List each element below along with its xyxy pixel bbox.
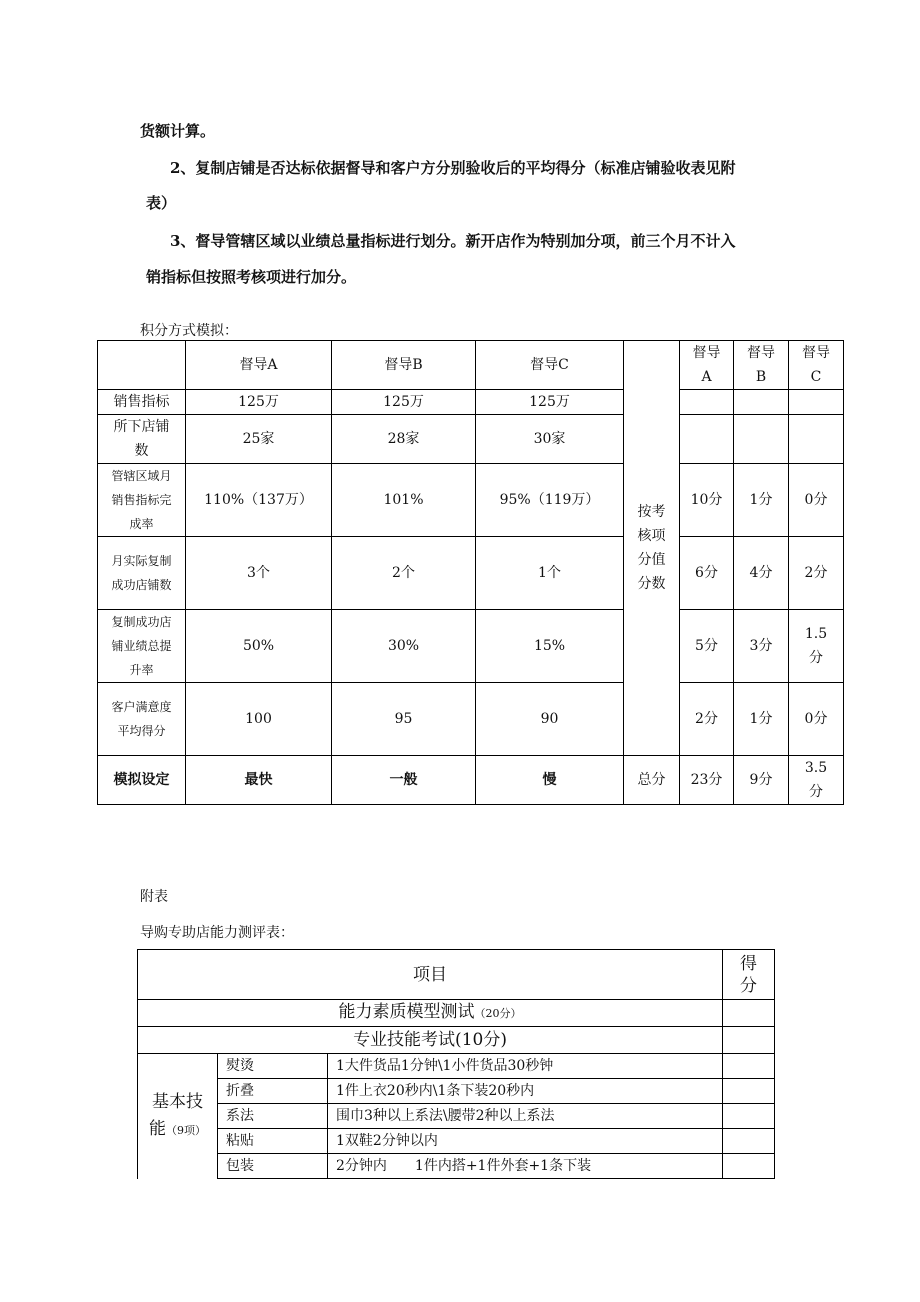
score-c: 1.5分 (789, 610, 844, 683)
score-cell (723, 1027, 775, 1054)
appendix-title: 附表 (140, 889, 168, 905)
cell-a: 最快 (186, 756, 332, 805)
paragraph-line-2: 2、复制店铺是否达标依据督导和客户方分别验收后的平均得分（标准店铺验收表见附 (170, 159, 736, 177)
score-a: 2分 (680, 683, 734, 756)
cell-c: 125万 (476, 390, 624, 415)
cell-b: 2个 (332, 537, 476, 610)
cell-b: 28家 (332, 415, 476, 464)
score-a: 6分 (680, 537, 734, 610)
header-item: 项目 (138, 950, 723, 1000)
cell-b: 95 (332, 683, 476, 756)
score-a: 10分 (680, 464, 734, 537)
item-name: 包装 (218, 1154, 328, 1179)
row-label: 复制成功店铺业绩总提升率 (98, 610, 186, 683)
cell-b: 一般 (332, 756, 476, 805)
score-b (734, 390, 789, 415)
item-name: 粘贴 (218, 1129, 328, 1154)
header-score-c: 督导C (789, 341, 844, 390)
item-desc: 2分钟内 1件内搭+1件外套+1条下装 (328, 1154, 723, 1179)
score-c: 0分 (789, 683, 844, 756)
item-name: 熨烫 (218, 1054, 328, 1079)
cell-a: 110%（137万） (186, 464, 332, 537)
header-empty (98, 341, 186, 390)
header-supervisor-a: 督导A (186, 341, 332, 390)
total-score-a: 23分 (680, 756, 734, 805)
score-b (734, 415, 789, 464)
section-ability-note: （20分） (474, 1007, 522, 1020)
item-name: 折叠 (218, 1079, 328, 1104)
cell-a: 125万 (186, 390, 332, 415)
section-ability-title: 能力素质模型测试 (338, 1002, 475, 1022)
score-a: 5分 (680, 610, 734, 683)
group-note: （9项） (166, 1123, 206, 1137)
cell-b: 30% (332, 610, 476, 683)
cell-b: 101% (332, 464, 476, 537)
header-supervisor-b: 督导B (332, 341, 476, 390)
row-label: 模拟设定 (98, 756, 186, 805)
shop-assistant-evaluation-table (137, 949, 775, 1179)
score-cell (723, 1000, 775, 1027)
cell-a: 100 (186, 683, 332, 756)
header-score-a: 督导A (680, 341, 734, 390)
score-a (680, 415, 734, 464)
header-score: 得分 (723, 950, 775, 1000)
paragraph-line-4: 3、督导管辖区域以业绩总量指标进行划分。新开店作为特别加分项，前三个月不计入 (170, 232, 736, 250)
group-label: 基本技能 (149, 1091, 203, 1139)
score-c: 0分 (789, 464, 844, 537)
item-desc: 围巾3种以上系法\腰带2种以上系法 (328, 1104, 723, 1129)
header-score-b: 督导B (734, 341, 789, 390)
section-skill-exam: 专业技能考试(10分) (138, 1027, 723, 1054)
item-desc: 1件上衣20秒内\1条下装20秒内 (328, 1079, 723, 1104)
score-b: 4分 (734, 537, 789, 610)
paragraph-line-5: 销指标但按照考核项进行加分。 (146, 268, 357, 286)
total-label: 总分 (624, 756, 680, 805)
score-cell (723, 1129, 775, 1154)
score-c: 2分 (789, 537, 844, 610)
cell-a: 25家 (186, 415, 332, 464)
total-score-c: 3.5分 (789, 756, 844, 805)
cell-c: 15% (476, 610, 624, 683)
cell-c: 1个 (476, 537, 624, 610)
table1-caption: 积分方式模拟： (140, 323, 238, 339)
row-label: 客户满意度平均得分 (98, 683, 186, 756)
cell-a: 50% (186, 610, 332, 683)
score-b: 1分 (734, 683, 789, 756)
header-supervisor-c: 督导C (476, 341, 624, 390)
score-c (789, 390, 844, 415)
group-basic-skills (138, 1054, 218, 1179)
cell-a: 3个 (186, 537, 332, 610)
score-cell (723, 1054, 775, 1079)
paragraph-line-1: 货额计算。 (140, 122, 216, 140)
total-score-b: 9分 (734, 756, 789, 805)
row-label: 月实际复制成功店铺数 (98, 537, 186, 610)
section-ability-test (138, 1000, 723, 1027)
score-b: 3分 (734, 610, 789, 683)
score-b: 1分 (734, 464, 789, 537)
score-cell (723, 1079, 775, 1104)
cell-b: 125万 (332, 390, 476, 415)
row-label: 销售指标 (98, 390, 186, 415)
item-desc: 1大件货品1分钟\1小件货品30秒钟 (328, 1054, 723, 1079)
merged-score-label: 按考核项分值分数 (624, 341, 680, 756)
cell-c: 慢 (476, 756, 624, 805)
row-label: 管辖区域月销售指标完成率 (98, 464, 186, 537)
score-a (680, 390, 734, 415)
cell-c: 30家 (476, 415, 624, 464)
score-cell (723, 1154, 775, 1179)
cell-c: 90 (476, 683, 624, 756)
score-c (789, 415, 844, 464)
row-label: 所下店铺数 (98, 415, 186, 464)
scoring-simulation-table (97, 340, 844, 805)
item-name: 系法 (218, 1104, 328, 1129)
appendix-caption: 导购专助店能力测评表： (140, 925, 294, 941)
cell-c: 95%（119万） (476, 464, 624, 537)
score-cell (723, 1104, 775, 1129)
paragraph-line-3: 表） (146, 194, 177, 212)
item-desc: 1双鞋2分钟以内 (328, 1129, 723, 1154)
